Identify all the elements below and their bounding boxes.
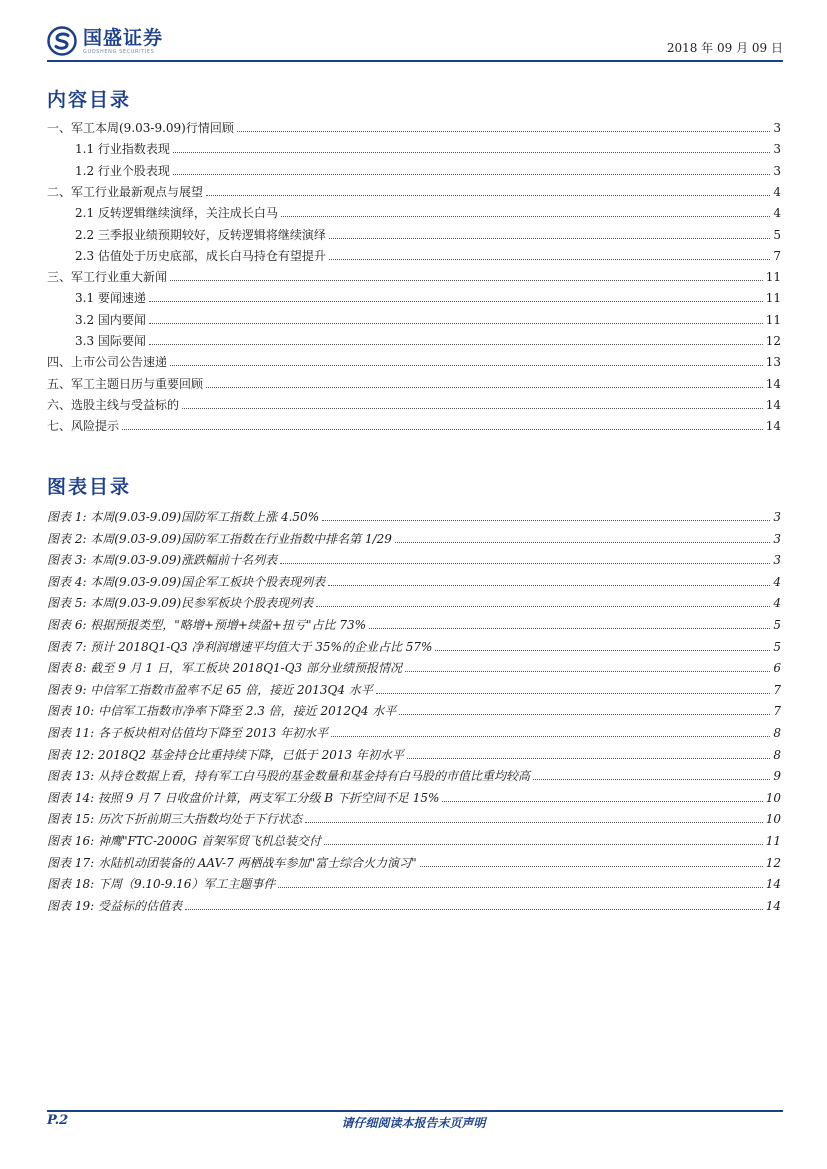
entry-label: 图表 4: 本周(9.03-9.09)国企军工板块个股表现列表 <box>47 574 326 589</box>
dot-leader <box>305 810 763 823</box>
entry-page-number: 14 <box>765 376 781 391</box>
entry-label: 图表 7: 预计 2018Q1-Q3 净利润增速平均值大于 35%的企业占比 57% <box>47 639 433 654</box>
dot-leader <box>322 508 770 521</box>
logo-mark-icon <box>47 26 77 56</box>
dot-leader <box>533 767 770 780</box>
dot-leader <box>149 311 763 324</box>
figure-entry[interactable] <box>47 789 781 807</box>
toc-entry[interactable] <box>47 226 781 244</box>
entry-label: 图表 11: 各子板块相对估值均下降至 2013 年初水平 <box>47 726 329 740</box>
toc-entry[interactable] <box>47 183 781 201</box>
entry-page-number: 14 <box>765 877 781 892</box>
entry-page-number: 7 <box>773 248 781 263</box>
dot-leader <box>280 551 770 564</box>
entry-page-number: 5 <box>773 618 781 632</box>
entry-label: 一、军工本周(9.03-9.09)行情回顾 <box>47 121 234 135</box>
figure-entry[interactable] <box>47 551 781 569</box>
dot-leader <box>278 875 762 888</box>
page-header <box>47 22 783 62</box>
toc-entry[interactable] <box>47 353 781 371</box>
entry-page-number: 14 <box>765 397 781 412</box>
entry-label: 图表 5: 本周(9.03-9.09)民参军板块个股表现列表 <box>47 596 314 611</box>
entry-label: 3.2 国内要闻 <box>75 312 146 327</box>
figure-entry[interactable] <box>47 573 781 591</box>
entry-label: 2.1 反转逻辑继续演绎，关注成长白马 <box>75 206 278 221</box>
figure-entry[interactable] <box>47 832 781 850</box>
page-number: P.2 <box>47 1113 69 1128</box>
footer-divider <box>47 1110 783 1112</box>
entry-label: 五、军工主题日历与重要回顾 <box>47 376 204 391</box>
entry-label: 图表 17: 水陆机动团装备的 AAV-7 两栖战车参加"富士综合火力演习" <box>47 855 417 870</box>
dot-leader <box>376 681 771 694</box>
entry-label: 图表 3: 本周(9.03-9.09)涨跌幅前十名列表 <box>47 553 278 568</box>
toc-entry[interactable] <box>47 332 781 350</box>
entry-page-number: 3 <box>773 510 781 524</box>
entry-label: 2.2 三季报业绩预期较好，反转逻辑将继续演绎 <box>75 227 326 242</box>
entry-label: 图表 12: 2018Q2 基金持仓比重持续下降，已低于 2013 年初水平 <box>47 747 404 762</box>
dot-leader <box>185 897 763 910</box>
figure-entry[interactable] <box>47 702 781 720</box>
toc-entry[interactable] <box>47 375 781 393</box>
entry-label: 1.2 行业个股表现 <box>75 163 170 178</box>
entry-page-number: 6 <box>773 661 781 676</box>
dot-leader <box>122 417 763 430</box>
toc-entry[interactable] <box>47 417 781 435</box>
entry-page-number: 11 <box>765 270 781 285</box>
entry-label: 二、军工行业最新观点与展望 <box>47 184 204 199</box>
figure-entry[interactable] <box>47 724 781 742</box>
entry-label: 图表 15: 历次下折前期三大指数均处于下行状态 <box>47 812 302 827</box>
entry-page-number: 4 <box>773 184 781 199</box>
figure-entry[interactable] <box>47 638 781 656</box>
toc-entry[interactable] <box>47 247 781 265</box>
entry-page-number: 11 <box>765 834 781 848</box>
dot-leader <box>407 746 770 759</box>
figure-entry[interactable] <box>47 810 781 828</box>
dot-leader <box>395 530 770 543</box>
entry-label: 七、风险提示 <box>47 419 120 434</box>
brand-name: 国盛证券 <box>83 27 164 49</box>
report-date: 2018 年 09 月 09 日 <box>666 41 783 55</box>
toc-entry[interactable] <box>47 268 781 286</box>
dot-leader <box>435 638 770 651</box>
dot-leader <box>399 702 770 715</box>
entry-page-number: 11 <box>765 312 781 327</box>
company-logo <box>47 26 163 56</box>
figure-entry[interactable] <box>47 616 781 634</box>
dot-leader <box>329 247 770 260</box>
dot-leader <box>149 332 763 345</box>
entry-page-number: 14 <box>765 419 781 434</box>
header-divider <box>47 60 783 62</box>
dot-leader <box>324 832 763 845</box>
figure-entry[interactable] <box>47 746 781 764</box>
entry-page-number: 3 <box>773 531 781 546</box>
dot-leader <box>369 616 770 629</box>
entry-page-number: 5 <box>773 227 781 242</box>
entry-page-number: 7 <box>773 704 781 719</box>
entry-page-number: 4 <box>773 574 781 589</box>
entry-page-number: 3 <box>773 142 781 157</box>
entry-label: 3.3 国际要闻 <box>75 334 146 348</box>
dot-leader <box>173 140 770 153</box>
entry-page-number: 8 <box>773 726 781 740</box>
dot-leader <box>173 162 770 175</box>
entry-page-number: 3 <box>773 121 781 135</box>
entry-label: 图表 6: 根据预报类型，"略增+预增+续盈+扭亏"占比 73% <box>47 618 366 632</box>
entry-page-number: 8 <box>773 747 781 762</box>
figure-entry[interactable] <box>47 659 781 677</box>
figure-entry[interactable] <box>47 897 781 915</box>
entry-label: 图表 10: 中信军工指数市净率下降至 2.3 倍，接近 2012Q4 水平 <box>47 704 397 719</box>
figure-entry[interactable] <box>47 594 781 612</box>
dot-leader <box>237 119 771 132</box>
entry-label: 图表 13: 从持仓数据上看，持有军工白马股的基金数量和基金持有白马股的市值比重均较高 <box>47 769 530 784</box>
entry-label: 三、军工行业重大新闻 <box>47 270 168 285</box>
entry-page-number: 14 <box>765 898 781 913</box>
entry-page-number: 12 <box>765 855 781 870</box>
dot-leader <box>182 396 763 409</box>
figure-entry[interactable] <box>47 767 781 785</box>
brand-subtitle: GUOSHENG SECURITIES <box>83 49 155 55</box>
dot-leader <box>405 659 770 672</box>
figures-title: 图表目录 <box>47 476 132 498</box>
entry-label: 六、选股主线与受益标的 <box>47 397 180 412</box>
entry-label: 四、上市公司公告速递 <box>47 355 168 370</box>
figure-entry[interactable] <box>47 530 781 548</box>
dot-leader <box>149 289 763 302</box>
toc-entry[interactable] <box>47 140 781 158</box>
toc-entry[interactable] <box>47 204 781 222</box>
contents-title: 内容目录 <box>47 89 132 111</box>
entry-page-number: 13 <box>765 355 781 370</box>
entry-label: 图表 19: 受益标的估值表 <box>47 898 182 913</box>
figure-entry[interactable] <box>47 681 781 699</box>
entry-label: 2.3 估值处于历史底部，成长白马持仓有望提升 <box>75 248 326 263</box>
toc-entry[interactable] <box>47 119 781 137</box>
entry-page-number: 4 <box>773 206 781 221</box>
dot-leader <box>170 268 763 281</box>
entry-label: 1.1 行业指数表现 <box>75 142 170 157</box>
entry-label: 图表 14: 按照 9 月 7 日收盘价计算，两支军工分级 B 下折空间不足 15% <box>47 790 440 805</box>
entry-label: 3.1 要闻速递 <box>75 291 146 306</box>
footer-disclaimer: 请仔细阅读本报告末页声明 <box>341 1116 486 1130</box>
figure-entry[interactable] <box>47 508 781 526</box>
dot-leader <box>170 353 763 366</box>
dot-leader <box>329 226 770 239</box>
figure-entry[interactable] <box>47 875 781 893</box>
dot-leader <box>442 789 762 802</box>
entry-label: 图表 1: 本周(9.03-9.09)国防军工指数上涨 4.50% <box>47 510 320 524</box>
entry-label: 图表 16: 神鹰"FTC-2000G 首架军贸飞机总装交付 <box>47 834 321 848</box>
entry-label: 图表 8: 截至 9 月 1 日，军工板块 2018Q1-Q3 部分业绩预报情况 <box>47 661 403 676</box>
entry-page-number: 7 <box>773 682 781 697</box>
toc-entry[interactable] <box>47 396 781 414</box>
entry-page-number: 11 <box>765 291 781 306</box>
dot-leader <box>328 573 770 586</box>
entry-page-number: 3 <box>773 553 781 568</box>
entry-page-number: 10 <box>765 812 781 827</box>
entry-page-number: 5 <box>773 639 781 654</box>
dot-leader <box>206 375 763 388</box>
figure-entry[interactable] <box>47 854 781 872</box>
entry-page-number: 10 <box>765 790 781 805</box>
entry-label: 图表 9: 中信军工指数市盈率不足 65 倍，接近 2013Q4 水平 <box>47 682 373 697</box>
entry-label: 图表 2: 本周(9.03-9.09)国防军工指数在行业指数中排名第 1/29 <box>47 531 392 546</box>
entry-label: 图表 18: 下周（9.10-9.16）军工主题事件 <box>47 877 276 892</box>
entry-page-number: 9 <box>773 769 781 784</box>
dot-leader <box>206 183 770 196</box>
dot-leader <box>420 854 763 867</box>
entry-page-number: 12 <box>765 334 781 348</box>
toc-entry[interactable] <box>47 311 781 329</box>
dot-leader <box>316 594 770 607</box>
dot-leader <box>331 724 770 737</box>
toc-entry[interactable] <box>47 289 781 307</box>
toc-entry[interactable] <box>47 162 781 180</box>
entry-page-number: 4 <box>773 596 781 611</box>
dot-leader <box>281 204 770 217</box>
entry-page-number: 3 <box>773 163 781 178</box>
